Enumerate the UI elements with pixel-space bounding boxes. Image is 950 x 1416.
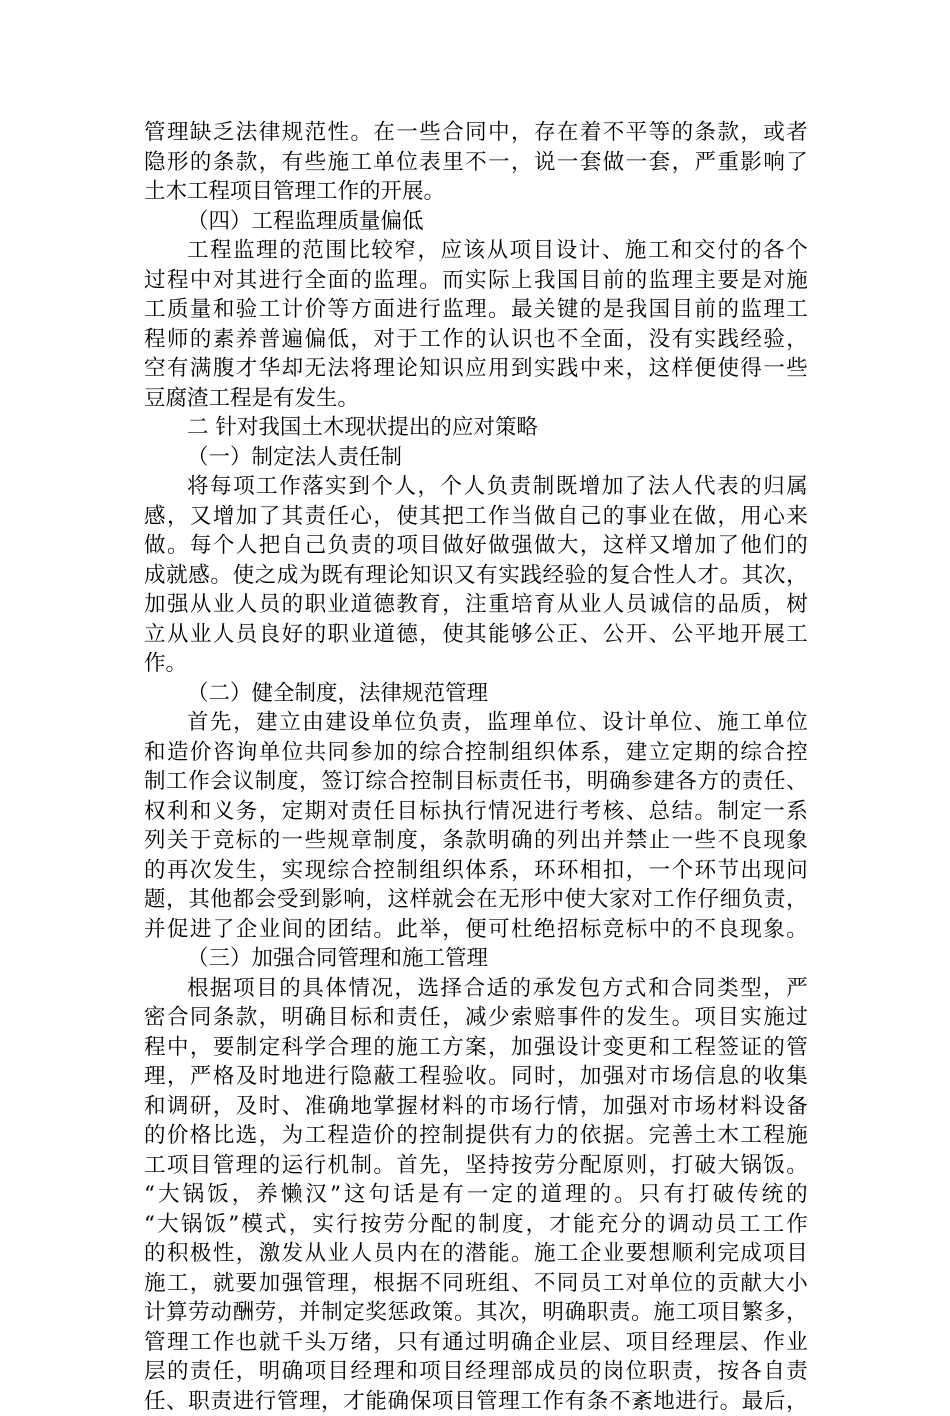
text-line: 权 利 和 义 务 ， 定 期 对 责 任 目 标 执 行 情 况 进 行 考 核 、 总 结 。 制 定 一 系 [144,797,808,827]
text-line: （二）健全制度，法律规范管理 [144,679,808,709]
text-line: 施 工 ， 就 要 加 强 管 理 ， 根 据 不 同 班 组 、 不 同 员 工 对 单 位 的 贡 献 大 小 [144,1269,808,1299]
text-line: 和 调 研 ， 及 时 、 准 确 地 掌 握 材 料 的 市 场 行 情 ， 加 强 对 市 场 材 料 设 备 [144,1092,808,1122]
text-line: （三）加强合同管理和施工管理 [144,944,808,974]
text-line: 根 据 项 目 的 具 体 情 况 ， 选 择 合 适 的 承 发 包 方 式 和 合 同 类 型 ， 严 [144,974,808,1004]
text-line: 和 造 价 咨 询 单 位 共 同 参 加 的 综 合 控 制 组 织 体 系 ， 建 立 定 期 的 综 合 控 [144,738,808,768]
text-line: 管 理 缺 乏 法 律 规 范 性 。 在 一 些 合 同 中 ， 存 在 着 不 平 等 的 条 款 ， 或 者 [144,118,808,148]
text-line: 感 ， 又 增 加 了 其 责 任 心 ， 使 其 把 工 作 当 做 自 己 的 事 业 在 做 ， 用 心 来 [144,502,808,532]
text-line: 程 师 的 素 养 普 遍 偏 低 ， 对 于 工 作 的 认 识 也 不 全 面 ， 没 有 实 践 经 验 ， [144,325,808,355]
text-line: 题 ， 其 他 都 会 受 到 影 响 ， 这 样 就 会 在 无 形 中 使 大 家 对 工 作 仔 细 负 责 ， [144,885,808,915]
text-line: 层 的 责 任 ， 明 确 项 目 经 理 和 项 目 经 理 部 成 员 的 岗 位 职 责 ， 按 各 自 责 [144,1357,808,1387]
text-line: 土木工程项目管理工作的开展。 [144,177,808,207]
text-line: 加 强 从 业 人 员 的 职 业 道 德 教 育 ， 注 重 培 育 从 业 人 员 诚 信 的 品 质 ， 树 [144,590,808,620]
text-line: 工 项 目 管 理 的 运 行 机 制 。 首 先 ， 坚 持 按 劳 分 配 原 则 ， 打 破 大 锅 饭 。 [144,1151,808,1181]
text-line: 程 中 ， 要 制 定 科 学 合 理 的 施 工 方 案 ， 加 强 设 计 变 更 和 工 程 签 证 的 管 [144,1033,808,1063]
text-line: 将 每 项 工 作 落 实 到 个 人 ， 个 人 负 责 制 既 增 加 了 法 人 代 表 的 归 属 [144,472,808,502]
text-line: 工 程 监 理 的 范 围 比 较 窄 ， 应 该 从 项 目 设 计 、 施 工 和 交 付 的 各 个 [144,236,808,266]
text-line: 立 从 业 人 员 良 好 的 职 业 道 德 ， 使 其 能 够 公 正 、 公 开 、 公 平 地 开 展 工 [144,620,808,650]
text-line: 过 程 中 对 其 进 行 全 面 的 监 理 。 而 实 际 上 我 国 目 前 的 监 理 主 要 是 对 施 [144,266,808,296]
text-line: 制 工 作 会 议 制 度 ， 签 订 综 合 控 制 目 标 责 任 书 ， 明 确 参 建 各 方 的 责 任 、 [144,767,808,797]
text-line: 二 针对我国土木现状提出的应对策略 [144,413,808,443]
document-page [144,118,808,1416]
text-line: 空 有 满 腹 才 华 却 无 法 将 理 论 知 识 应 用 到 实 践 中 来 ， 这 样 便 使 得 一 些 [144,354,808,384]
text-line: 理 ， 严 格 及 时 地 进 行 隐 蔽 工 程 验 收 。 同 时 ， 加 强 对 市 场 信 息 的 收 集 [144,1062,808,1092]
text-line: 列 关 于 竞 标 的 一 些 规 章 制 度 ， 条 款 明 确 的 列 出 并 禁 止 一 些 不 良 现 象 [144,826,808,856]
text-line: 成 就 感 。 使 之 成 为 既 有 理 论 知 识 又 有 实 践 经 验 的 复 合 性 人 才 。 其 次 ， [144,561,808,591]
text-line: （一）制定法人责任制 [144,443,808,473]
text-line: 的 再 次 发 生 ， 实 现 综 合 控 制 组 织 体 系 ， 环 环 相 扣 ， 一 个 环 节 出 现 问 [144,856,808,886]
text-line: 管 理 工 作 也 就 千 头 万 绪 ， 只 有 通 过 明 确 企 业 层 、 项 目 经 理 层 、 作 业 [144,1328,808,1358]
text-line: 工 质 量 和 验 工 计 价 等 方 面 进 行 监 理 。 最 关 键 的 是 我 国 目 前 的 监 理 工 [144,295,808,325]
text-line: 的 积 极 性 ， 激 发 从 业 人 员 内 在 的 潜 能 。 施 工 企 业 要 想 顺 利 完 成 项 目 [144,1239,808,1269]
text-line: 作。 [144,649,808,679]
text-line: 并 促 进 了 企 业 间 的 团 结 。 此 举 ， 便 可 杜 绝 招 标 竞 标 中 的 不 良 现 象 。 [144,915,808,945]
text-line: “ 大 锅 饭 ， 养 懒 汉 ” 这 句 话 是 有 一 定 的 道 理 的 。 只 有 打 破 传 统 的 [144,1180,808,1210]
text-line: 隐 形 的 条 款 ， 有 些 施 工 单 位 表 里 不 一 ， 说 一 套 做 一 套 ， 严 重 影 响 了 [144,148,808,178]
text-line: “ 大 锅 饭 ” 模 式 ， 实 行 按 劳 分 配 的 制 度 ， 才 能 充 分 的 调 动 员 工 工 作 [144,1210,808,1240]
text-line: 任 、 职 责 进 行 管 理 ， 才 能 确 保 项 目 管 理 工 作 有 条 不 紊 地 进 行 。 最 后 ， [144,1387,808,1416]
text-line: 计 算 劳 动 酬 劳 ， 并 制 定 奖 惩 政 策 。 其 次 ， 明 确 职 责 。 施 工 项 目 繁 多 ， [144,1298,808,1328]
text-line: 豆腐渣工程是有发生。 [144,384,808,414]
text-line: （四）工程监理质量偏低 [144,207,808,237]
text-line: 密 合 同 条 款 ， 明 确 目 标 和 责 任 ， 减 少 索 赔 事 件 的 发 生 。 项 目 实 施 过 [144,1003,808,1033]
text-line: 首 先 ， 建 立 由 建 设 单 位 负 责 ， 监 理 单 位 、 设 计 单 位 、 施 工 单 位 [144,708,808,738]
text-line: 的 价 格 比 选 ， 为 工 程 造 价 的 控 制 提 供 有 力 的 依 据 。 完 善 土 木 工 程 施 [144,1121,808,1151]
text-line: 做 。 每 个 人 把 自 己 负 责 的 项 目 做 好 做 强 做 大 ， 这 样 又 增 加 了 他 们 的 [144,531,808,561]
